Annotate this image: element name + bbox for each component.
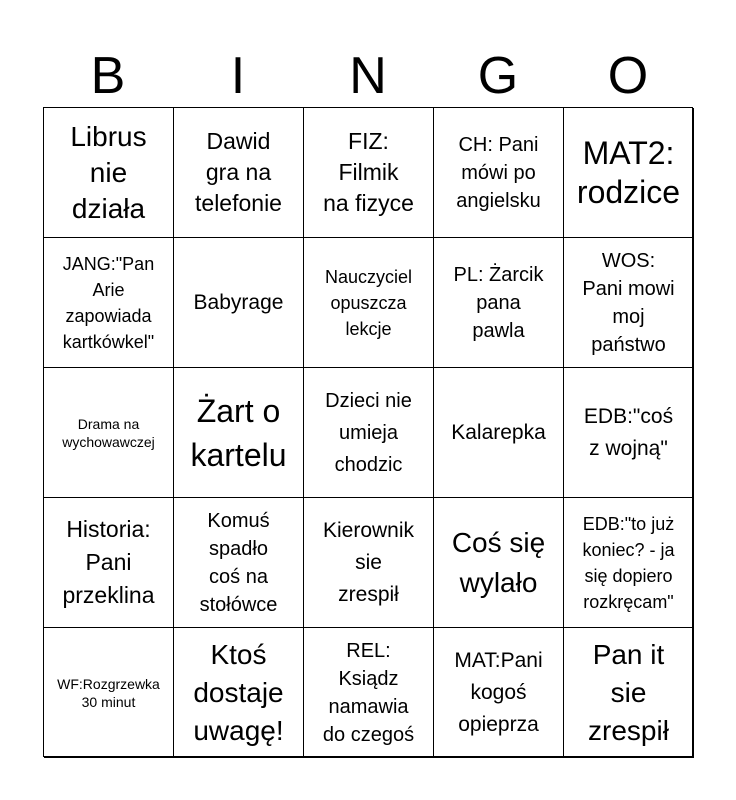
bingo-cell[interactable]: [174, 108, 304, 238]
cell-text: Nauczyciel opuszcza lekcje: [324, 266, 413, 339]
bingo-cell[interactable]: [174, 498, 304, 628]
cell-text: Historia: Pani przeklina: [62, 516, 155, 608]
cell-text: Babyrage: [193, 290, 284, 314]
header-letter-g: G: [477, 47, 519, 105]
bingo-header: [43, 46, 693, 106]
bingo-cell[interactable]: [44, 498, 174, 628]
cell-text: Drama na wychowawczej: [62, 415, 155, 450]
cell-text: Coś się wylało: [451, 526, 546, 598]
bingo-cell[interactable]: [304, 368, 434, 498]
bingo-board: [43, 107, 693, 757]
cell-text: FIZ: Filmik na fizyce: [323, 128, 414, 216]
bingo-cell[interactable]: [44, 368, 174, 498]
bingo-cell[interactable]: [564, 368, 694, 498]
cell-text: Pan it sie zrespił: [588, 638, 669, 746]
cell-text: MAT:Pani kogoś opieprza: [454, 648, 543, 736]
cell-text: Kierownik sie zrespił: [322, 518, 415, 606]
cell-text: WF:Rozgrzewka 30 minut: [57, 675, 160, 710]
bingo-cell[interactable]: [304, 238, 434, 368]
cell-text: JANG:"Pan Arie zapowiada kartkówkel": [62, 253, 155, 352]
bingo-cell[interactable]: [174, 368, 304, 498]
bingo-cell[interactable]: [44, 108, 174, 238]
bingo-cell[interactable]: [564, 108, 694, 238]
cell-text: Ktoś dostaje uwagę!: [193, 638, 284, 746]
cell-text: EDB:"to już koniec? - ja się dopiero rozkręcam": [582, 513, 675, 612]
cell-text: Librus nie działa: [70, 120, 147, 224]
header-letter-b: B: [90, 47, 126, 105]
bingo-cell[interactable]: [174, 628, 304, 758]
bingo-cell[interactable]: [434, 238, 564, 368]
bingo-cell[interactable]: [564, 628, 694, 758]
cell-text: Kalarepka: [451, 420, 546, 444]
bingo-cell[interactable]: [434, 368, 564, 498]
bingo-cell[interactable]: [434, 108, 564, 238]
bingo-cell[interactable]: [44, 628, 174, 758]
header-letter-n: N: [349, 47, 387, 105]
bingo-cell[interactable]: [564, 498, 694, 628]
cell-text: Dawid gra na telefonie: [195, 128, 282, 216]
cell-text: WOS: Pani mowi moj państwo: [582, 249, 675, 356]
bingo-cell[interactable]: [304, 628, 434, 758]
cell-text: MAT2: rodzice: [576, 134, 681, 210]
cell-text: Żart o kartelu: [190, 392, 287, 473]
header-letter-i: I: [230, 47, 246, 105]
cell-text: Dzieci nie umieja chodzic: [325, 389, 412, 476]
bingo-cell[interactable]: [434, 498, 564, 628]
bingo-cell[interactable]: [304, 108, 434, 238]
cell-text: CH: Pani mówi po angielsku: [456, 133, 541, 212]
bingo-cell[interactable]: [304, 498, 434, 628]
cell-text: EDB:"coś z wojną": [583, 404, 674, 460]
cell-text: REL: Ksiądz namawia do czegoś: [322, 639, 415, 746]
cell-text: Komuś spadło coś na stołówce: [199, 509, 278, 616]
header-letter-o: O: [607, 47, 649, 105]
bingo-cell[interactable]: [174, 238, 304, 368]
cell-text: PL: Żarcik pana pawla: [453, 263, 544, 342]
bingo-cell[interactable]: [434, 628, 564, 758]
bingo-cell[interactable]: [44, 238, 174, 368]
bingo-cell[interactable]: [564, 238, 694, 368]
